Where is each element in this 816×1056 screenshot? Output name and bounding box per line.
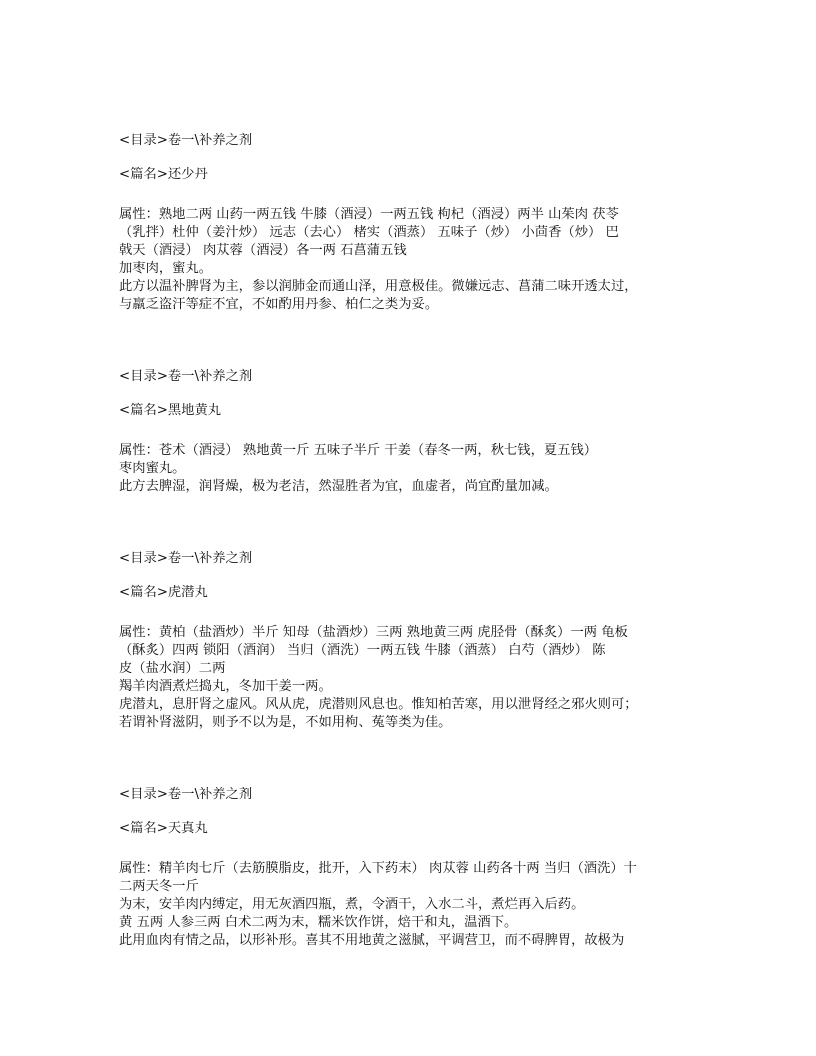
spacer	[119, 150, 699, 166]
body-line: 此方去脾湿，润肾燥，极为老洁，然湿胜者为宜，血虚者，尚宜酌量加减。	[119, 479, 558, 494]
body-line: 二两天冬一斤	[119, 879, 199, 894]
body-line: 此方以温补脾肾为主，参以润肺金而通山泽，用意极佳。微嫌远志、菖蒲二味开透太过，	[119, 279, 638, 294]
catalog-heading: <目录>卷一\补养之剂	[119, 551, 253, 566]
spacer	[119, 838, 699, 860]
body-line: 属性：熟地二两 山药一两五钱 牛膝（酒浸）一两五钱 枸杞（酒浸）两半 山茱肉 茯苓	[119, 207, 619, 222]
body-line: 属性：苍术（酒浸） 熟地黄一斤 五味子半斤 干姜（春冬一两，秋七钱，夏五钱）	[119, 443, 598, 458]
body-line: 戟天（酒浸） 肉苁蓉（酒浸）各一两 石菖蒲五钱	[119, 243, 407, 258]
spacer	[119, 386, 699, 402]
entry-section	[119, 550, 699, 732]
entry-title: <篇名>虎潜丸	[119, 585, 208, 600]
spacer	[119, 602, 699, 624]
body-line: 黄 五两 人参三两 白术二两为末，糯米饮作饼，焙干和丸，温酒下。	[119, 915, 518, 930]
body-line: 属性：精羊肉七斤（去筋膜脂皮，批开，入下药末） 肉苁蓉 山药各十两 当归（酒洗）十	[119, 861, 637, 876]
body-line: 与羸乏盗汗等症不宜，不如酌用丹参、柏仁之类为妥。	[119, 297, 439, 312]
entry-title: <篇名>黑地黄丸	[119, 403, 222, 418]
body-line: 皮（盐水润）二两	[119, 661, 226, 676]
catalog-heading: <目录>卷一\补养之剂	[119, 133, 253, 148]
entry-section	[119, 368, 699, 496]
body-line: 羯羊肉酒煮烂捣丸，冬加干姜一两。	[119, 679, 332, 694]
entry-title: <篇名>天真丸	[119, 821, 208, 836]
spacer	[119, 420, 699, 442]
body-line: 虎潜丸，息肝肾之虚风。风从虎，虎潜则风息也。惟知柏苦寒，用以泄肾经之邪火则可；	[119, 697, 638, 712]
body-line: 此用血肉有情之品，以形补形。喜其不用地黄之滋腻，平调营卫，而不碍脾胃，故极为	[119, 933, 625, 948]
spacer	[119, 568, 699, 584]
entry-title: <篇名>还少丹	[119, 167, 208, 182]
body-line: 为末，安羊肉内缚定，用无灰酒四瓶，煮，令酒干，入水二斗，煮烂再入后药。	[119, 897, 585, 912]
entry-section	[119, 786, 699, 950]
body-line: （酥炙）四两 锁阳（酒润） 当归（酒洗）一两五钱 牛膝（酒蒸） 白芍（酒炒） 陈	[119, 643, 606, 658]
body-line: 加枣肉，蜜丸。	[119, 261, 213, 276]
body-line: 若谓补肾滋阴，则予不以为是，不如用枸、菟等类为佳。	[119, 715, 452, 730]
body-line: 属性：黄柏（盐酒炒）半斤 知母（盐酒炒）三两 熟地黄三两 虎胫骨（酥炙）一两 龟板	[119, 625, 628, 640]
spacer	[119, 184, 699, 206]
catalog-heading: <目录>卷一\补养之剂	[119, 787, 253, 802]
body-line: 枣肉蜜丸。	[119, 461, 186, 476]
body-line: （乳拌）杜仲（姜汁炒） 远志（去心） 楮实（酒蒸） 五味子（炒） 小茴香（炒） 巴	[119, 225, 619, 240]
spacer	[119, 804, 699, 820]
entry-section	[119, 132, 699, 314]
catalog-heading: <目录>卷一\补养之剂	[119, 369, 253, 384]
